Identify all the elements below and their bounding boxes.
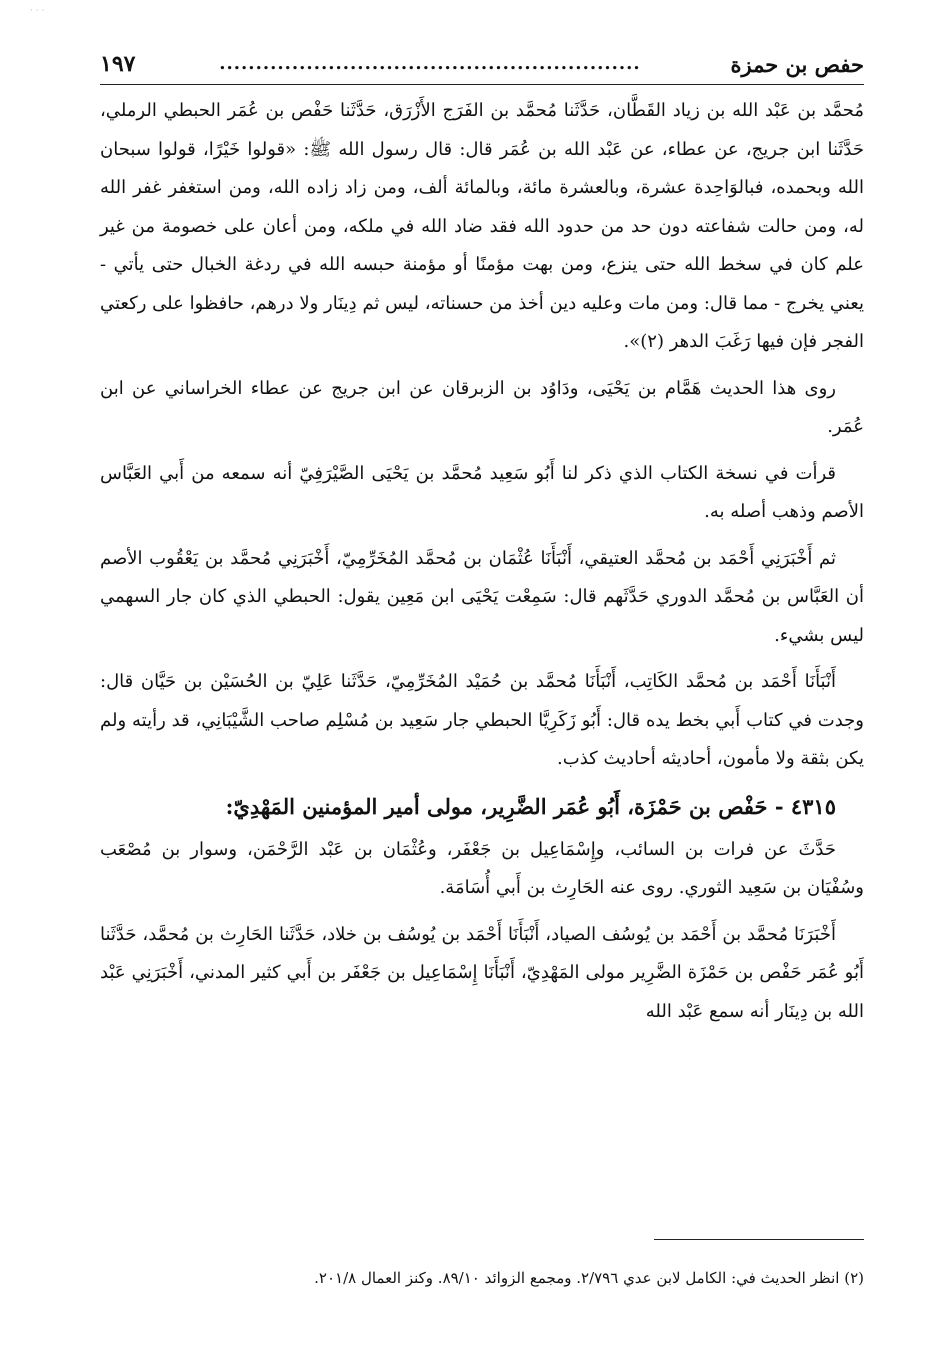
entry-heading: ٤٣١٥ - حَفْص بن حَمْزَة، أَبُو عُمَر الضَّرِير، مولى أمير المؤمنين المَهْدِيّ: <box>225 793 836 819</box>
entry-paragraph: حَدَّثَ عن فرات بن السائب، وإِسْمَاعِيل بن جَعْفَر، وعُثْمَان بن عَبْد الرَّحْمَن، وسوار بن مُصْعَب وسُفْيَان بن سَعِيد الثوري. روى عنه الحَارِث بن أَبي أُسَامَة. <box>100 838 864 898</box>
running-title: حفص بن حمزة <box>730 51 864 77</box>
page-number: ١٩٧ <box>100 51 136 77</box>
text-paragraph: ثم أَخْبَرَنِي أَحْمَد بن مُحمَّد العتيقي، أَنْبَأَنَا عُثْمَان بن مُحمَّد المُخَرِّمِيّ، أَخْبَرَنِي مُحمَّد بن يَعْقُوب الأصم أن العَبَّاس بن مُحمَّد الدوري حَدَّثَهم قال: سَمِعْت يَحْيَى ابن مَعِين يقول: الحبطي الذي كان جار السهمي ليس بشيء. <box>100 547 864 646</box>
text-paragraph: روى هذا الحديث هَمَّام بن يَحْيَى، ودَاوُد بن الزبرقان عن ابن جريج عن عطاء الخراساني عن ابن عُمَر. <box>100 377 864 437</box>
scan-mark: · · · <box>30 6 45 16</box>
header-leader-dots: .......................................................... <box>219 55 641 73</box>
text-paragraph: أَنْبَأَنَا أَحْمَد بن مُحمَّد الكَاتِب، أَنْبَأَنَا مُحمَّد بن حُمَيْد المُخَرِّمِيّ، حَدَّثَنا عَلِيّ بن الحُسَيْن بن حَيَّان قال: وجدت في كتاب أَبي بخط يده قال: أَبُو زَكَرِيَّا الحبطي جار سَعِيد بن مُسْلِم صاحب الشَّيْبَانِي، قد رأيته ولم يكن بثقة ولا مأمون، أحاديثه أحاديث كذب. <box>100 671 864 769</box>
footnote-divider <box>654 1239 864 1240</box>
running-header <box>100 44 864 85</box>
hadith-paragraph: مُحمَّد بن عَبْد الله بن زياد القَطَّان، حَدَّثَنا مُحمَّد بن الفَرَج الأَزْرَق، حَدَّثَنا حَفْص بن عُمَر الحبطي الرملي، حَدَّثَنا ابن جريج، عن عطاء، عن عَبْد الله بن عُمَر قال: قال رسول الله ﷺ: «قولوا خَيْرًا، قولوا سبحان الله وبحمده، فبالوَاحِدة عشرة، وبالعشرة مائة، وبالمائة ألف، ومن زاد زاده الله، ومن استغفر غفر الله له، ومن حالت شفاعته دون حد من حدود الله فقد ضاد الله في ملكه، ومن أعان على خصومة من غير علم كان في سخط الله حتى ينزع، ومن بهت مؤمنًا أو مؤمنة حبسه الله في ردغة الخبال حتى يأتي - يعني يخرج - مما قال: ومن مات وعليه دين أخذ من حسناته، ليس ثم دِينَار ولا درهم، حافظوا على ركعتي الفجر فإن فيها رَغَبَ الدهر (٢)». <box>100 100 864 352</box>
footnote: (٢) انظر الحديث في: الكامل لابن عدي ٢/٧٩٦. ومجمع الزوائد ٨٩/١٠. وكنز العمال ٢٠١/٨. <box>314 1269 864 1287</box>
main-text <box>100 92 864 1039</box>
entry-paragraph: أَخْبَرَنَا مُحمَّد بن أَحْمَد بن يُوسُف الصياد، أَنْبَأَنَا أَحْمَد بن يُوسُف بن خلاد، حَدَّثَنا الحَارِث بن مُحمَّد، حَدَّثَنا أَبُو عُمَر حَفْص بن حَمْزَة الضَّرِير مولى المَهْدِيّ، أَنْبَأَنَا إِسْمَاعِيل بن جَعْفَر بن أَبي كثير المدني، أَخْبَرَنِي عَبْد الله بن دِينَار أنه سمع عَبْد الله <box>100 923 864 1022</box>
text-paragraph: قرأت في نسخة الكتاب الذي ذكر لنا أَبُو سَعِيد مُحمَّد بن يَحْيَى الصَّيْرَفِيّ أنه سمعه من أَبي العَبَّاس الأصم وذهب أصله به. <box>100 462 864 522</box>
